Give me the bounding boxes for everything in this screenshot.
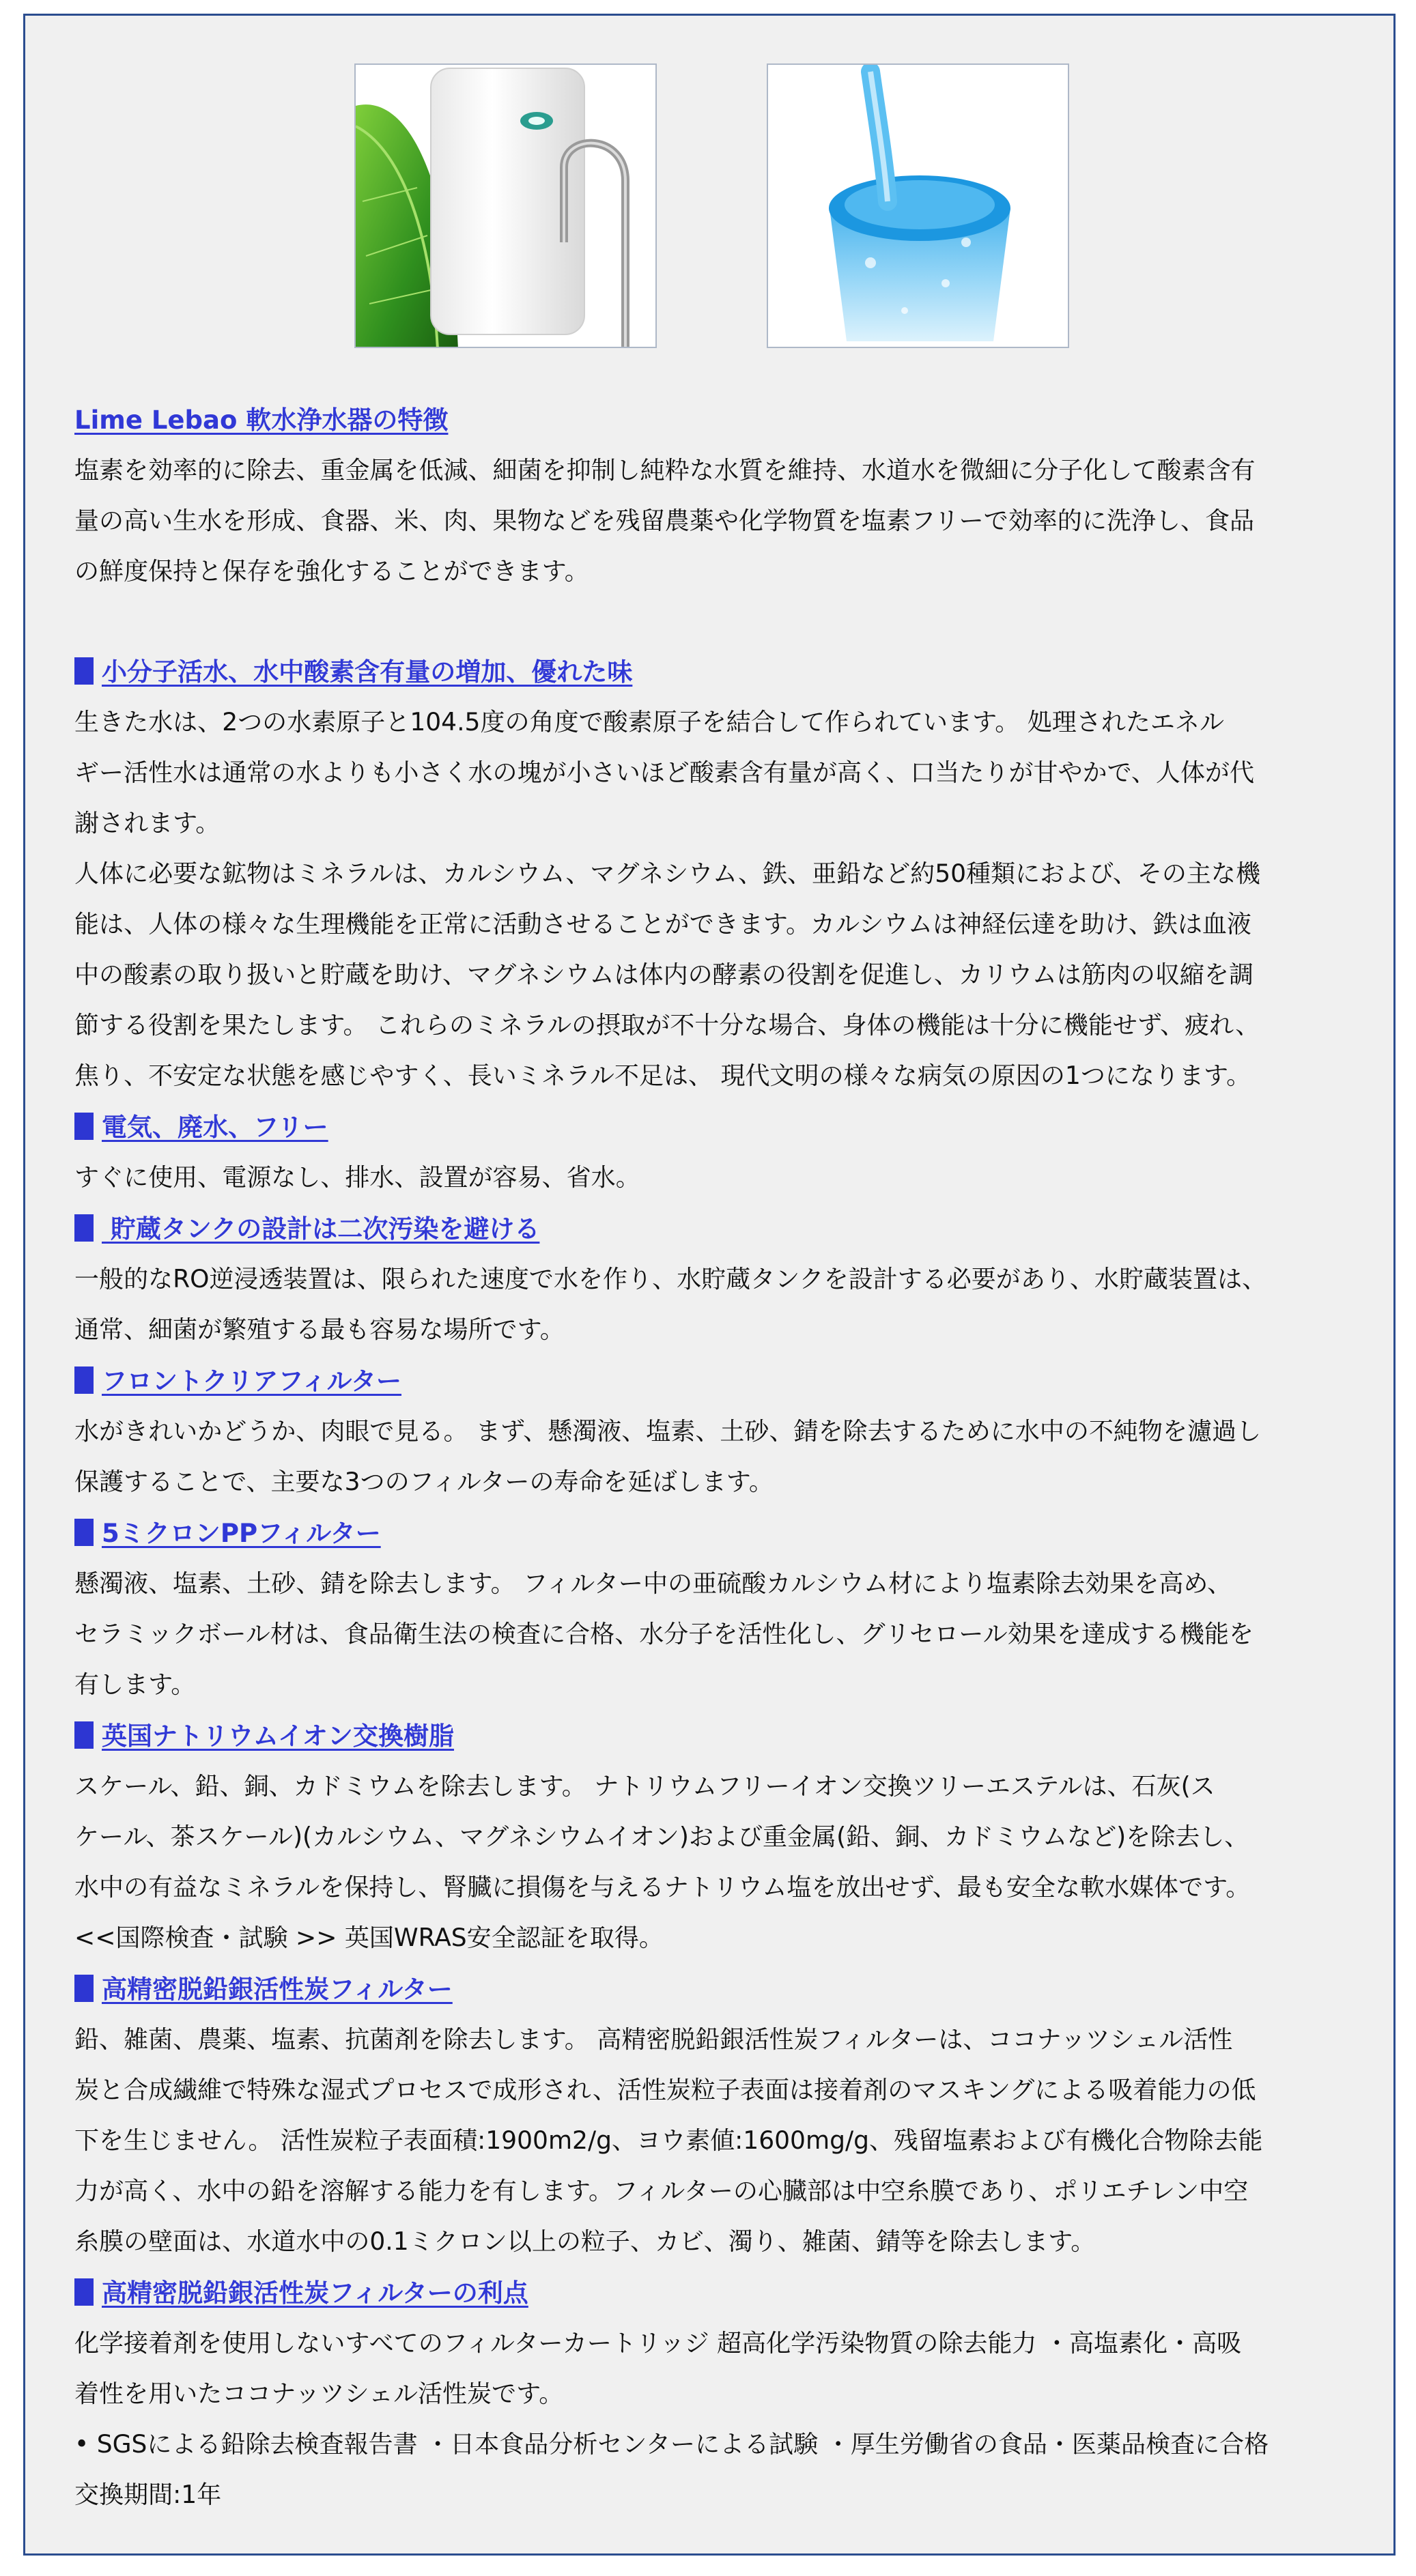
section-line: 一般的なRO逆浸透装置は、限られた速度で水を作り、水貯蔵タンクを設計する必要があり、水貯蔵装置は、 (74, 1265, 1267, 1293)
section-line: <<国際検査・試験 >> 英国WRAS安全認証を取得。 (74, 1924, 664, 1952)
feature-section (74, 1508, 1399, 1711)
section-line: ケール、茶スケール)(カルシウム、マグネシウムイオン)および重金属(鉛、銅、カドミウムなど)を除去し、 (74, 1823, 1249, 1851)
section-line: 生きた水は、2つの水素原子と104.5度の角度で酸素原子を結合して作られています。 処理されたエネル (74, 709, 1224, 736)
section-heading (74, 2267, 1399, 2319)
section-line: スケール、鉛、銅、カドミウムを除去します。 ナトリウムフリーイオン交換ツリーエステルは、石灰(ス (74, 1773, 1215, 1801)
spacer (74, 597, 1399, 646)
section-line: 能は、人体の様々な生理機能を正常に活動させることができます。カルシウムは神経伝達を助け、鉄は血液 (74, 911, 1251, 939)
section-line: 化学接着剤を使用しないすべてのフィルターカートリッジ 超高化学汚染物質の除去能力 ・高塩素化・高吸 (74, 2330, 1242, 2358)
intro-line: 塩素を効率的に除去、重金属を低減、細菌を抑制し純粋な水質を維持、水道水を微細に分子化して酸素含有 (74, 457, 1256, 485)
section-heading-text: 英国ナトリウムイオン交換樹脂 (102, 1721, 454, 1751)
section-line: 焦り、不安定な状態を感じやすく、長いミネラル不足は、 現代文明の様々な病気の原因の1つになります。 (74, 1062, 1251, 1090)
section-heading (74, 646, 1399, 698)
section-line: 謝されます。 (74, 810, 221, 838)
section-heading-text: 高精密脱鉛銀活性炭フィルター (102, 1975, 453, 2004)
page-title: Lime Lebao 軟水浄水器の特徴 (74, 405, 449, 435)
section-line: 水がきれいかどうか、肉眼で見る。 まず、懸濁液、塩素、土砂、錆を除去するために水中の不純物を濾過し (74, 1418, 1262, 1446)
section-heading-text: 5ミクロンPPフィルター (102, 1519, 381, 1548)
feature-section (74, 1711, 1399, 1964)
feature-section (74, 1356, 1399, 1508)
heading-marker-icon (74, 1519, 94, 1546)
section-heading (74, 1964, 1399, 2015)
section-line: 有します。 (74, 1671, 196, 1699)
section-line: 通常、細菌が繁殖する最も容易な場所です。 (74, 1316, 565, 1344)
intro-line: 量の高い生水を形成、食器、米、肉、果物などを残留農薬や化学物質を塩素フリーで効率的に洗浄し、食品 (74, 507, 1255, 535)
section-line: 交換期間:1年 (74, 2481, 222, 2509)
section-heading-text: 高精密脱鉛銀活性炭フィルターの利点 (102, 2278, 528, 2308)
section-line: 水中の有益なミネラルを保持し、腎臓に損傷を与えるナトリウム塩を放出せず、最も安全な軟水媒体です。 (74, 1874, 1251, 1902)
heading-marker-icon (74, 657, 94, 685)
feature-section (74, 646, 1399, 1102)
section-line: 力が高く、水中の鉛を溶解する能力を有します。フィルターの心臓部は中空糸膜であり、ポリエチレン中空 (74, 2177, 1249, 2205)
heading-marker-icon (74, 1721, 94, 1749)
section-line: すぐに使用、電源なし、排水、設置が容易、省水。 (74, 1164, 640, 1192)
feature-section (74, 1102, 1399, 1203)
section-line: 着性を用いたココナッツシェル活性炭です。 (74, 2380, 564, 2408)
section-line: 節する役割を果たします。 これらのミネラルの摂取が不十分な場合、身体の機能は十分に機能せず、疲れ、 (74, 1012, 1260, 1040)
intro-paragraph (74, 446, 1399, 597)
section-heading-text: 電気、廃水、フリー (102, 1113, 328, 1142)
section-line: 中の酸素の取り扱いと貯蔵を助け、マグネシウムは体内の酵素の役割を促進し、カリウムは筋肉の収縮を調 (74, 961, 1254, 989)
content-area (74, 395, 1399, 2521)
water-glass-image (767, 63, 1069, 348)
heading-marker-icon (74, 1366, 94, 1394)
section-heading-text: 貯蔵タンクの設計は二次汚染を避ける (102, 1214, 540, 1244)
section-line: 鉛、雑菌、農薬、塩素、抗菌剤を除去します。 高精密脱鉛銀活性炭フィルターは、ココナッツシェル活性 (74, 2026, 1233, 2054)
feature-section (74, 1964, 1399, 2267)
section-heading (74, 1203, 1399, 1255)
feature-sections (74, 646, 1399, 2521)
section-line: • SGSによる鉛除去検査報告書 ・日本食品分析センターによる試験 ・厚生労働省の食品・医薬品検査に合格 (74, 2431, 1269, 2459)
section-line: 糸膜の壁面は、水道水中の0.1ミクロン以上の粒子、カビ、濁り、雑菌、錆等を除去します。 (74, 2228, 1096, 2256)
section-line: ギー活性水は通常の水よりも小さく水の塊が小さいほど酸素含有量が高く、口当たりが甘やかで、人体が代 (74, 759, 1255, 787)
intro-line: の鮮度保持と保存を強化することができます。 (74, 558, 589, 586)
section-line: 下を生じません。 活性炭粒子表面積:1900m2/g、ヨウ素値:1600mg/g、残留塩素および有機化合物除去能 (74, 2127, 1263, 2155)
section-line: 保護することで、主要な3つのフィルターの寿命を延ばします。 (74, 1468, 774, 1496)
feature-section (74, 2267, 1399, 2521)
heading-marker-icon (74, 2278, 94, 2306)
water-purifier-image (354, 63, 657, 348)
feature-section (74, 1203, 1399, 1356)
heading-marker-icon (74, 1113, 94, 1140)
section-line: セラミックボール材は、食品衛生法の検査に合格、水分子を活性化し、グリセロール効果を達成する機能を (74, 1620, 1254, 1648)
section-heading-text: フロントクリアフィルター (102, 1366, 402, 1396)
heading-marker-icon (74, 1975, 94, 2002)
section-heading-text: 小分子活水、水中酸素含有量の増加、優れた味 (102, 657, 633, 687)
section-line: 炭と合成繊維で特殊な湿式プロセスで成形され、活性炭粒子表面は接着剤のマスキングによる吸着能力の低 (74, 2076, 1256, 2104)
section-heading (74, 1711, 1399, 1762)
section-heading (74, 1356, 1399, 1407)
section-line: 懸濁液、塩素、土砂、錆を除去します。 フィルター中の亜硫酸カルシウム材により塩素除去効果を高め、 (74, 1570, 1232, 1598)
heading-marker-icon (74, 1214, 94, 1242)
section-heading (74, 1102, 1399, 1153)
section-line: 人体に必要な鉱物はミネラルは、カルシウム、マグネシウム、鉄、亜鉛など約50種類におよび、その主な機 (74, 860, 1260, 888)
section-heading (74, 1508, 1399, 1559)
page-frame (23, 14, 1396, 2556)
